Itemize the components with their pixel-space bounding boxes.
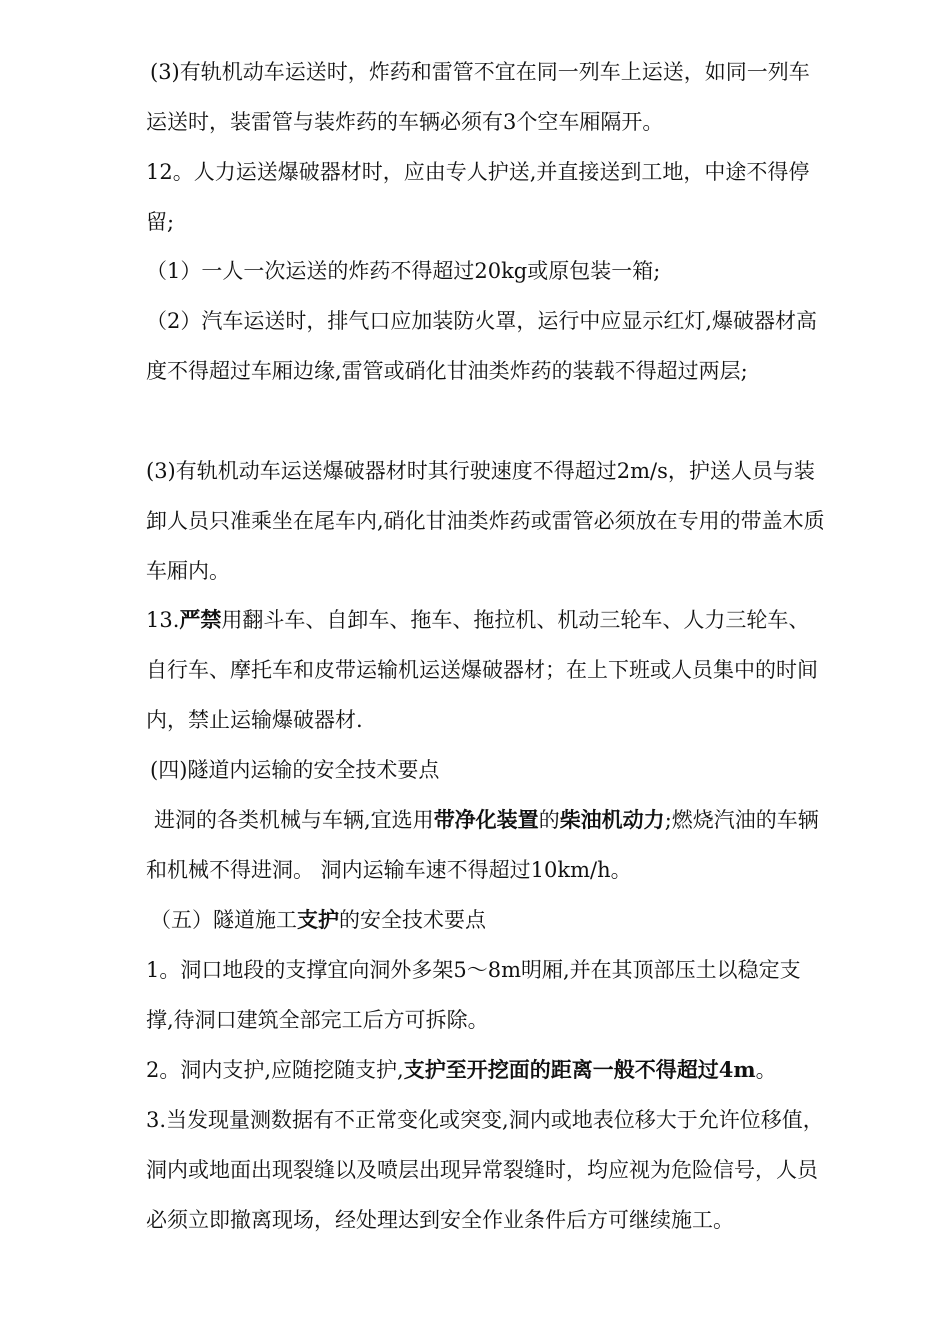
heading-bold-text: 支护 (297, 907, 339, 932)
paragraph-text: 进洞的各类机械与车辆,宜选用 (154, 808, 434, 832)
paragraph-text: 。 (755, 1058, 777, 1082)
paragraph-text: 用翻斗车、自卸车、拖车、拖拉机、机动三轮车、人力三轮车、自行车、摩托车和皮带运输机运送爆破器材；在上下班或人员集中的时间内，禁止运输爆破器材. (146, 608, 818, 732)
paragraph-truck-transport (146, 296, 826, 396)
section-heading-tunnel-support (146, 895, 826, 945)
paragraph-bold-text: 严禁 (179, 607, 222, 632)
paragraph-manual-transport (146, 147, 826, 247)
heading-text: （五）隧道施工 (150, 908, 297, 932)
paragraph-text: (3)有轨机动车运送爆破器材时其行驶速度不得超过2m/s，护送人员与装卸人员只准乘坐在尾车内,硝化甘油类炸药或雷管必须放在专用的带盖木质车厢内。 (146, 459, 825, 583)
paragraph-text: 1。洞口地段的支撑宜向洞外多架5～8m明厢,并在其顶部压土以稳定支撑,待洞口建筑全部完工后方可拆除。 (146, 958, 801, 1032)
paragraph-prohibited-vehicles (146, 595, 826, 745)
paragraph-text: 13. (146, 608, 180, 632)
paragraph-rail-transport-separation (146, 47, 826, 147)
paragraph-text: （1）一人一次运送的炸药不得超过20kg或原包装一箱; (146, 259, 661, 283)
heading-text: 的安全技术要点 (339, 908, 486, 932)
paragraph-bold-text: 柴油机动力 (559, 807, 665, 832)
paragraph-text: ;燃烧汽油的车辆和机械不得进洞。 洞内运输车速不得超过10km/h。 (146, 808, 819, 882)
paragraph-text: 3.当发现量测数据有不正常变化或突变,洞内或地表位移大于允许位移值，洞内或地面出现裂缝以及喷层出现异常裂缝时，均应视为危险信号，人员必须立即撤离现场，经处理达到安全作业条件后方可继续施工。 (146, 1108, 824, 1232)
paragraph-inner-support (146, 1045, 826, 1095)
paragraph-rail-speed-limit (146, 446, 826, 596)
paragraph-bold-text: 带净化装置 (433, 807, 539, 832)
paragraph-text: 的 (538, 808, 560, 832)
paragraph-text: (3)有轨机动车运送时，炸药和雷管不宜在同一列车上运送，如同一列车运送时，装雷管与装炸药的车辆必须有3个空车厢隔开。 (146, 60, 810, 134)
paragraph-tunnel-vehicles (146, 795, 826, 895)
section-heading-tunnel-transport (146, 745, 826, 795)
paragraph-danger-signals (146, 1095, 826, 1245)
heading-text: (四)隧道内运输的安全技术要点 (150, 758, 440, 782)
paragraph-bold-text: 支护至开挖面的距离一般不得超过4m (403, 1057, 756, 1082)
paragraph-text: 2。洞内支护,应随挖随支护, (146, 1058, 404, 1082)
paragraph-manual-load-limit (146, 246, 826, 296)
paragraph-text: 12。人力运送爆破器材时，应由专人护送,并直接送到工地，中途不得停留; (146, 160, 810, 234)
paragraph-portal-support (146, 945, 826, 1045)
paragraph-text: （2）汽车运送时，排气口应加装防火罩，运行中应显示红灯,爆破器材高度不得超过车厢边缘,雷管或硝化甘油类炸药的装载不得超过两层; (146, 309, 818, 383)
